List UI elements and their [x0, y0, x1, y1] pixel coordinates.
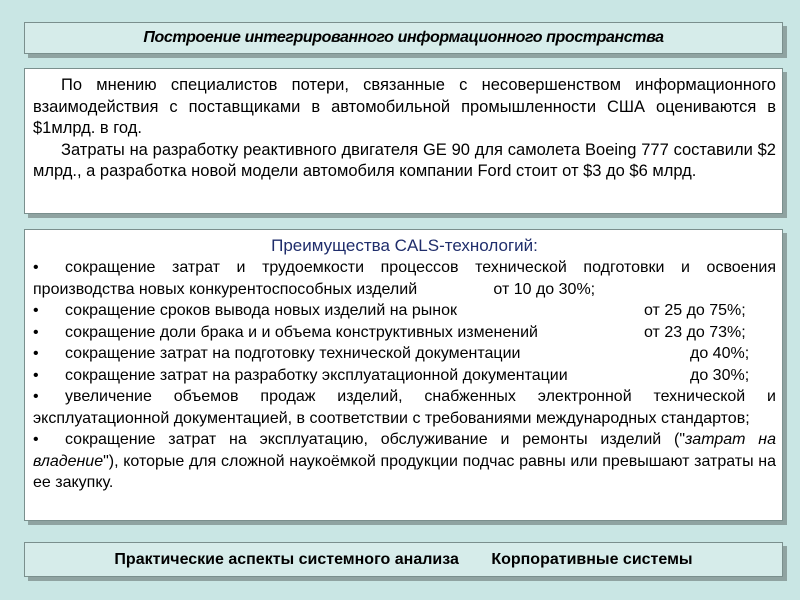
bullet: •	[33, 366, 39, 384]
footer-link-corporate-systems[interactable]: Корпоративные системы	[491, 551, 693, 568]
info-paragraph-1: По мнению специалистов потери, связанные с несовершенством информационного взаимодействия с поставщиками в автомобильной промышленности США оцениваются в $1млрд. в год.	[33, 76, 776, 137]
advantage-item-4	[33, 343, 776, 365]
advantage-text: сокращение доли брака и и объема конструктивных изменений	[65, 323, 538, 341]
advantage-text-italic: затрат на владение	[33, 431, 776, 470]
advantage-item-7	[33, 429, 776, 494]
advantage-text: сокращение затрат на подготовку технической документации	[65, 345, 521, 362]
advantage-item-3	[33, 322, 776, 344]
advantage-item-5	[33, 365, 776, 387]
bullet: •	[33, 388, 39, 405]
advantage-value: до 40%;	[690, 345, 750, 362]
advantage-item-1	[33, 257, 776, 300]
advantage-text: увеличение объемов продаж изделий, снабженных электронной технической и эксплуатационной документацией, в соответствии с требованиями международных стандартов;	[33, 388, 776, 427]
advantage-item-2	[33, 300, 776, 322]
advantage-value: от 25 до 75%;	[644, 302, 746, 319]
advantages-heading: Преимущества CALS-технологий:	[271, 236, 538, 255]
bullet: •	[33, 431, 39, 448]
advantage-value: от 23 до 73%;	[644, 323, 746, 341]
info-panel	[24, 68, 783, 214]
bullet: •	[33, 259, 39, 276]
slide-title: Построение интегрированного информационного пространства	[24, 22, 783, 54]
advantages-panel	[24, 229, 783, 521]
bullet: •	[33, 345, 39, 362]
advantage-text: сокращение затрат и трудоемкости процессов технической подготовки и освоения производства новых конкурентоспособных изделий	[33, 259, 776, 298]
advantage-value: до 30%;	[690, 366, 750, 384]
bullet: •	[33, 323, 39, 341]
footer-link-system-analysis[interactable]: Практические аспекты системного анализа	[114, 551, 459, 568]
advantage-text-end: "), которые для сложной наукоёмкой продукции подчас равны или превышают затраты на ее закупку.	[33, 452, 776, 491]
advantage-text: сокращение затрат на эксплуатацию, обслуживание и ремонты изделий ("	[65, 431, 686, 448]
footer-nav	[24, 542, 783, 577]
advantage-item-6	[33, 386, 776, 429]
info-paragraph-2: Затраты на разработку реактивного двигателя GE 90 для самолета Boeing 777 составили $2 млрд., а разработка новой модели автомобиля компании Ford стоит от $3 до $6 млрд.	[33, 140, 776, 180]
advantage-text: сокращение затрат на разработку эксплуатационной документации	[65, 366, 568, 384]
advantage-value: от 10 до 30%;	[493, 280, 596, 298]
bullet: •	[33, 302, 39, 319]
advantage-text: сокращение сроков вывода новых изделий на рынок	[65, 302, 458, 319]
